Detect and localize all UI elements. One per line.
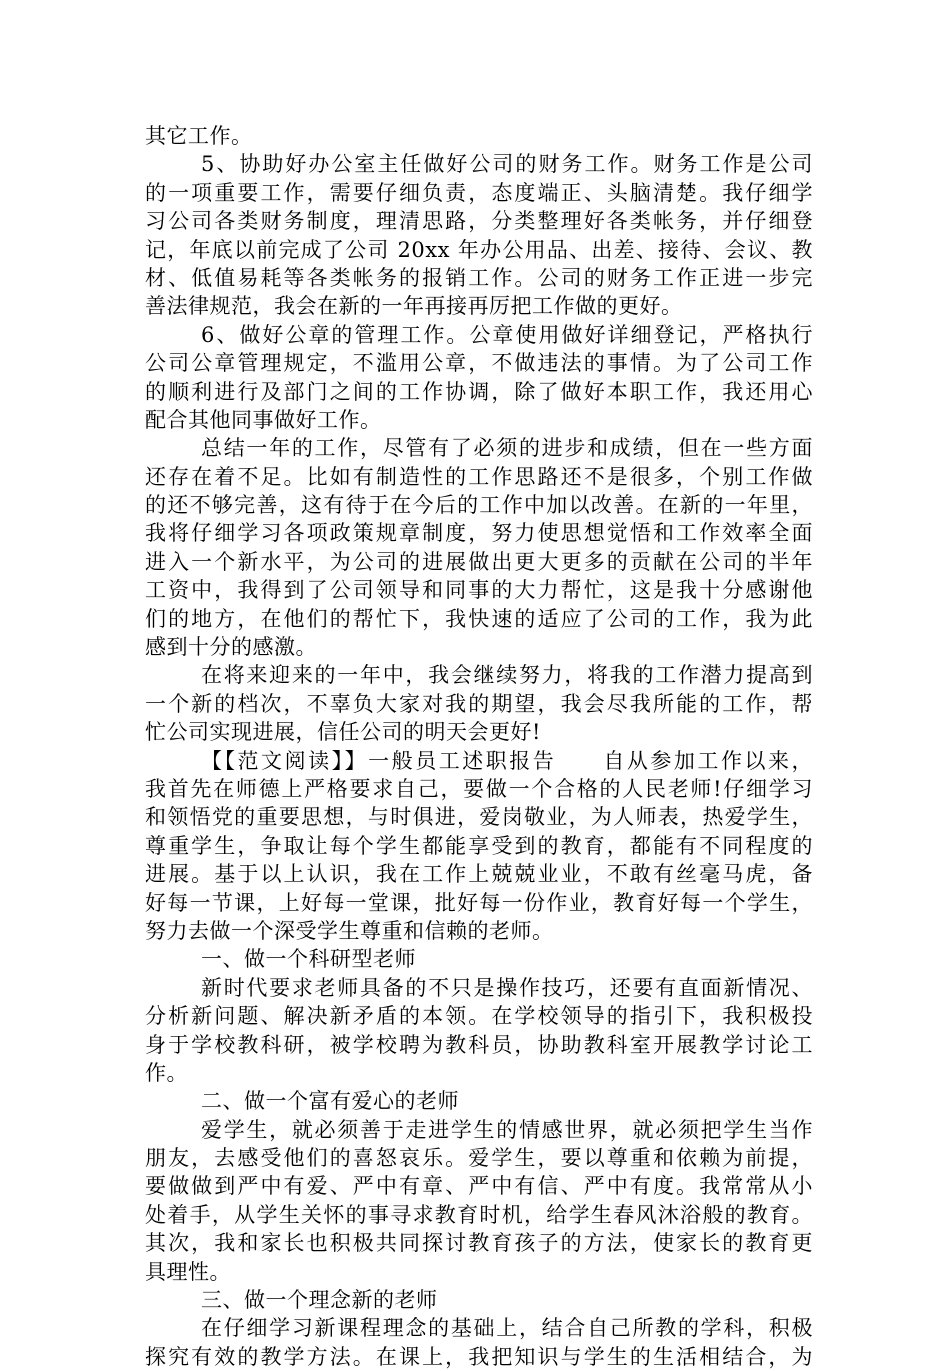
text-line: 一个新的档次，不辜负大家对我的期望，我会尽我所能的工作，帮 [145,691,813,716]
text-line: 好每一节课，上好每一堂课，批好每一份作业，教育好每一个学生， [145,890,813,915]
text-line: 进展。基于以上认识，我在工作上兢兢业业，不敢有丝毫马虎，备 [145,862,813,887]
text-line: 5、协助好办公室主任做好公司的财务工作。财务工作是公司 [201,152,813,177]
text-line: 材、低值易耗等各类帐务的报销工作。公司的财务工作正进一步完 [145,265,813,290]
text-line: 和领悟党的重要思想，与时俱进，爱岗敬业，为人师表，热爱学生， [145,805,813,830]
text-line: 朋友，去感受他们的喜怒哀乐。爱学生，要以尊重和依赖为前提， [145,1146,813,1171]
text-line: 作。 [145,1060,188,1085]
text-line: 忙公司实现进展，信任公司的明天会更好! [145,720,541,745]
text-line: 进入一个新水平，为公司的进展做出更大更多的贡献在公司的半年 [145,549,813,574]
text-line: 努力去做一个深受学生尊重和信赖的老师。 [145,918,554,943]
text-line: 爱学生，就必须善于走进学生的情感世界，就必须把学生当作 [201,1117,813,1142]
text-line: 在将来迎来的一年中，我会继续努力，将我的工作潜力提高到 [201,663,813,688]
text-line: 分析新问题、解决新矛盾的本领。在学校领导的指引下，我积极投 [145,1004,813,1029]
text-line: 探究有效的教学方法。在课上，我把知识与学生的生活相结合，为 [145,1344,813,1369]
text-line: 的一项重要工作，需要仔细负责，态度端正、头脑清楚。我仔细学 [145,180,813,205]
text-line: 【【范文阅读】】一般员工述职报告 自从参加工作以来， [201,748,813,773]
text-line: 公司公章管理规定，不滥用公章，不做违法的事情。为了公司工作 [145,351,813,376]
text-line: 处着手，从学生关怀的事寻求教育时机，给学生春风沐浴般的教育。 [145,1202,813,1227]
text-line: 还存在着不足。比如有制造性的工作思路还不是很多，个别工作做 [145,464,813,489]
text-line: 尊重学生，争取让每个学生都能享受到的教育，都能有不同程度的 [145,833,813,858]
text-line: 6、做好公章的管理工作。公章使用做好详细登记，严格执行 [201,322,813,347]
text-line: 的顺利进行及部门之间的工作协调，除了做好本职工作，我还用心 [145,379,813,404]
text-line: 我将仔细学习各项政策规章制度，努力使思想觉悟和工作效率全面 [145,521,813,546]
text-line: 配合其他同事做好工作。 [145,407,382,432]
text-line: 我首先在师德上严格要求自己，要做一个合格的人民老师!仔细学习 [145,776,813,801]
text-line: 其它工作。 [145,124,253,148]
text-line: 感到十分的感激。 [145,635,317,660]
text-line: 习公司各类财务制度，理清思路，分类整理好各类帐务，并仔细登 [145,209,813,234]
text-line: 新时代要求老师具备的不只是操作技巧，还要有直面新情况、 [201,975,813,1000]
document-body [145,122,813,1371]
text-line: 记，年底以前完成了公司 20xx 年办公用品、出差、接待、会议、教 [145,237,813,262]
text-line: 工资中，我得到了公司领导和同事的大力帮忙，这是我十分感谢他 [145,578,813,603]
text-line: 三、做一个理念新的老师 [201,1288,438,1313]
text-line: 一、做一个科研型老师 [201,947,416,972]
text-line: 二、做一个富有爱心的老师 [201,1089,459,1114]
text-line: 其次，我和家长也积极共同探讨教育孩子的方法，使家长的教育更 [145,1231,813,1256]
text-line: 们的地方，在他们的帮忙下，我快速的适应了公司的工作，我为此 [145,606,813,631]
text-line: 总结一年的工作，尽管有了必须的进步和成绩，但在一些方面 [201,436,813,461]
text-line: 的还不够完善，这有待于在今后的工作中加以改善。在新的一年里， [145,493,813,518]
text-line: 在仔细学习新课程理念的基础上，结合自己所教的学科，积极 [201,1316,813,1341]
text-line: 善法律规范，我会在新的一年再接再厉把工作做的更好。 [145,294,683,319]
text-line: 具理性。 [145,1259,231,1284]
text-line: 要做做到严中有爱、严中有章、严中有信、严中有度。我常常从小 [145,1174,813,1199]
text-line: 身于学校教科研，被学校聘为教科员，协助教科室开展教学讨论工 [145,1032,813,1057]
